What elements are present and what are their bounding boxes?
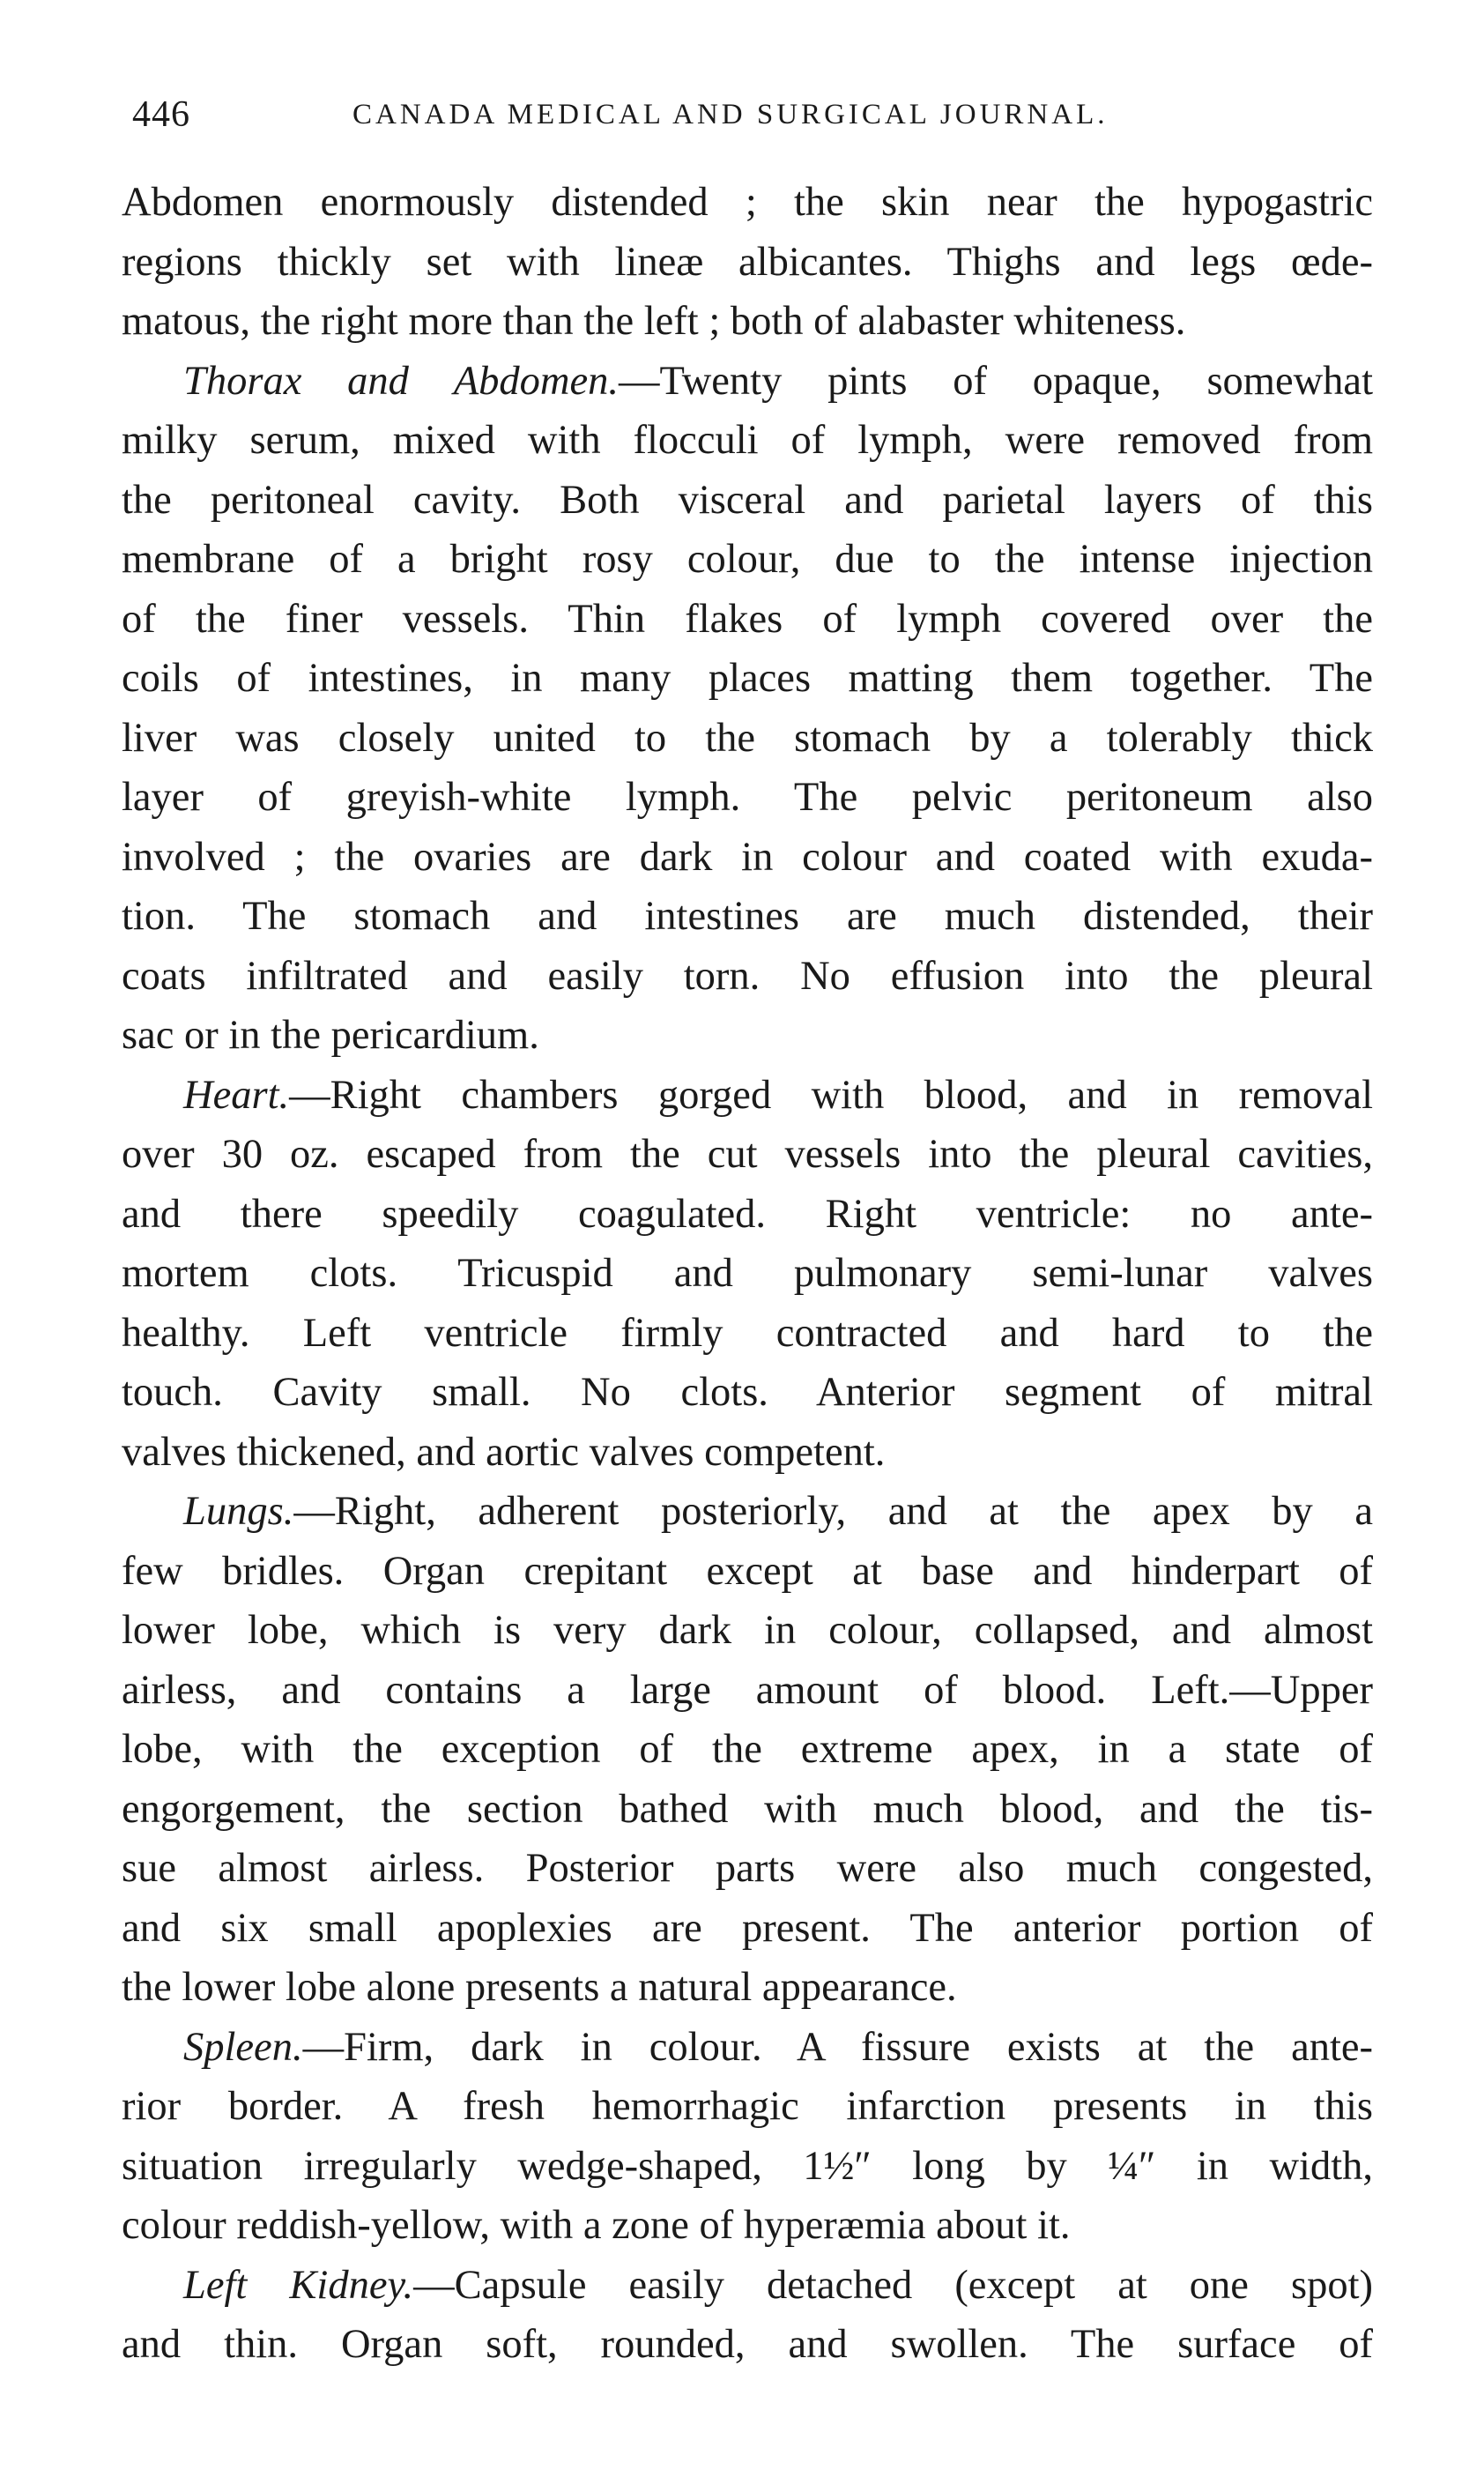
- text-line: [122, 173, 1373, 233]
- text-line: [122, 649, 1373, 709]
- line-text: of the finer vessels. Thin flakes of lymph covered over the: [122, 596, 1373, 642]
- page-number: 446: [132, 94, 190, 135]
- text-line: [122, 1661, 1373, 1721]
- section-heading-line: [122, 2018, 1373, 2078]
- line-text: and there speedily coagulated. Right ventricle: no ante-: [122, 1191, 1373, 1237]
- line-text: situation irregularly wedge-shaped, 1½″ long by ¼″ in width,: [122, 2143, 1373, 2189]
- run-in-heading: Heart.: [183, 1072, 290, 1118]
- text-line: [122, 1244, 1373, 1304]
- line-text: milky serum, mixed with flocculi of lymph, were removed from: [122, 418, 1373, 463]
- text-line: [122, 411, 1373, 471]
- text-line: [122, 2137, 1373, 2197]
- text-line: [122, 1125, 1373, 1185]
- text-line: [122, 2196, 1373, 2256]
- running-head: [132, 88, 1384, 141]
- text-line: [122, 471, 1373, 531]
- line-text: few bridles. Organ crepitant except at base and hinderpart of: [122, 1548, 1373, 1594]
- text-line: [122, 590, 1373, 650]
- line-text: engorgement, the section bathed with much blood, and the tis-: [122, 1786, 1373, 1832]
- line-text: the peritoneal cavity. Both visceral and parietal layers of this: [122, 477, 1373, 523]
- line-text: involved ; the ovaries are dark in colour and coated with exuda-: [122, 834, 1373, 880]
- line-text: healthy. Left ventricle firmly contracted and hard to the: [122, 1310, 1373, 1356]
- article-body: [122, 173, 1373, 2375]
- line-text: matous, the right more than the left ; both of alabaster whiteness.: [122, 299, 1186, 344]
- section-heading-line: [122, 1066, 1373, 1126]
- line-text: liver was closely united to the stomach by a tolerably thick: [122, 715, 1373, 761]
- text-line: [122, 768, 1373, 828]
- section-heading-line: [122, 2256, 1373, 2316]
- text-line: [122, 1780, 1373, 1840]
- line-text: —Firm, dark in colour. A fissure exists at the ante-: [302, 2024, 1373, 2070]
- text-line: [122, 530, 1373, 590]
- run-in-heading: Spleen.: [183, 2024, 303, 2070]
- run-in-heading: Left Kidney.: [183, 2262, 414, 2308]
- line-text: Abdomen enormously distended ; the skin near the hypogastric: [122, 180, 1373, 225]
- line-text: touch. Cavity small. No clots. Anterior segment of mitral: [122, 1370, 1373, 1415]
- text-line: [122, 2315, 1373, 2375]
- journal-title: CANADA MEDICAL AND SURGICAL JOURNAL.: [352, 99, 1109, 130]
- text-line: [122, 709, 1373, 769]
- text-line: [122, 1958, 1373, 2018]
- text-line: [122, 1720, 1373, 1780]
- line-text: sac or in the pericardium.: [122, 1013, 539, 1058]
- text-line: [122, 828, 1373, 888]
- line-text: —Capsule easily detached (except at one spot): [413, 2262, 1373, 2308]
- text-line: [122, 2077, 1373, 2137]
- line-text: mortem clots. Tricuspid and pulmonary semi-lunar valves: [122, 1251, 1373, 1296]
- text-line: [122, 292, 1373, 352]
- line-text: —Right chambers gorged with blood, and in removal: [289, 1072, 1373, 1118]
- line-text: colour reddish-yellow, with a zone of hyperæmia about it.: [122, 2203, 1071, 2248]
- text-line: [122, 887, 1373, 947]
- line-text: the lower lobe alone presents a natural appearance.: [122, 1965, 957, 2010]
- line-text: regions thickly set with lineæ albicantes. Thighs and legs œde-: [122, 239, 1373, 285]
- text-line: [122, 1304, 1373, 1364]
- line-text: sue almost airless. Posterior parts were also much congested,: [122, 1846, 1373, 1891]
- text-line: [122, 947, 1373, 1007]
- line-text: coats infiltrated and easily torn. No effusion into the pleural: [122, 953, 1373, 999]
- line-text: lobe, with the exception of the extreme apex, in a state of: [122, 1727, 1373, 1772]
- text-line: [122, 1363, 1373, 1423]
- section-heading-line: [122, 1482, 1373, 1542]
- line-text: valves thickened, and aortic valves competent.: [122, 1429, 886, 1475]
- run-in-heading: Lungs.: [183, 1489, 294, 1534]
- line-text: airless, and contains a large amount of blood. Left.—Upper: [122, 1667, 1373, 1713]
- text-line: [122, 233, 1373, 293]
- line-text: layer of greyish-white lymph. The pelvic peritoneum also: [122, 775, 1373, 820]
- line-text: over 30 oz. escaped from the cut vessels into the pleural cavities,: [122, 1132, 1373, 1177]
- line-text: membrane of a bright rosy colour, due to the intense injection: [122, 537, 1373, 582]
- section-heading-line: [122, 352, 1373, 412]
- line-text: and thin. Organ soft, rounded, and swollen. The surface of: [122, 2322, 1373, 2367]
- line-text: tion. The stomach and intestines are much distended, their: [122, 894, 1373, 939]
- line-text: —Right, adherent posteriorly, and at the apex by a: [293, 1489, 1373, 1534]
- text-line: [122, 1601, 1373, 1661]
- line-text: coils of intestines, in many places matting them together. The: [122, 656, 1373, 701]
- run-in-heading: Thorax and Abdomen.: [183, 358, 620, 404]
- line-text: —Twenty pints of opaque, somewhat: [619, 358, 1373, 404]
- text-line: [122, 1006, 1373, 1066]
- text-line: [122, 1899, 1373, 1959]
- text-line: [122, 1542, 1373, 1602]
- line-text: rior border. A fresh hemorrhagic infarction presents in this: [122, 2084, 1373, 2129]
- text-line: [122, 1185, 1373, 1245]
- text-line: [122, 1839, 1373, 1899]
- text-line: [122, 1423, 1373, 1483]
- line-text: and six small apoplexies are present. The anterior portion of: [122, 1905, 1373, 1951]
- line-text: lower lobe, which is very dark in colour, collapsed, and almost: [122, 1608, 1373, 1653]
